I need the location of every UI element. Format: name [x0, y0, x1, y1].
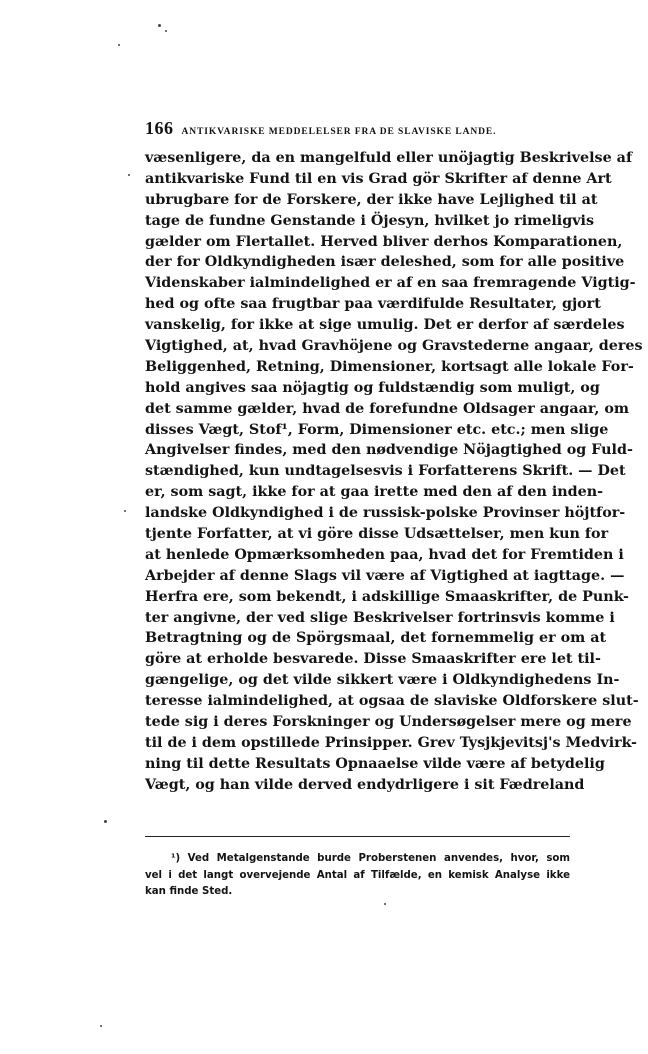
body-text — [145, 148, 643, 796]
body-line: göre at erholde besvarede. Disse Smaaskrifter ere let til- — [145, 651, 601, 668]
speck — [165, 30, 167, 32]
body-line: ubrugbare for de Forskere, der ikke have Lejlighed til at — [145, 191, 598, 208]
running-head: ANTIKVARISKE MEDDELELSER FRA DE SLAVISKE LANDE. — [181, 127, 497, 137]
body-line: Beliggenhed, Retning, Dimensioner, kortsagt alle lokale For- — [145, 358, 634, 375]
body-line: Angivelser findes, med den nødvendige Nöjagtighed og Fuld- — [145, 442, 633, 459]
footnote-line: vel i det langt overvejende Antal af Tilfælde, en kemisk Analyse ikke — [145, 869, 570, 881]
page-header — [145, 118, 570, 136]
body-line: gængelige, og det vilde sikkert være i Oldkyndighedens In- — [145, 672, 620, 689]
speck — [100, 1025, 102, 1027]
speck — [158, 24, 161, 27]
body-line: ning til dette Resultats Opnaaelse vilde være af betydelig — [145, 755, 605, 772]
body-line: vanskelig, for ikke at sige umulig. Det er derfor af særdeles — [145, 317, 625, 334]
speck — [128, 174, 130, 176]
body-line: til de i dem opstillede Prinsipper. Grev Tysjkjevitsj's Medvirk- — [145, 734, 637, 751]
speck — [124, 510, 126, 512]
body-line: landske Oldkyndighed i de russisk-polske Provinser höjtfor- — [145, 505, 626, 522]
body-line: Betragtning og de Spörgsmaal, det fornemmelig er om at — [145, 630, 607, 647]
body-line: Herfra ere, som bekendt, i adskillige Smaaskrifter, de Punk- — [145, 588, 629, 605]
body-line: det samme gælder, hvad de forefundne Oldsager angaar, om — [145, 400, 630, 417]
footnote-line: ¹) Ved Metalgenstande burde Proberstenen anvendes, hvor, som — [171, 853, 570, 864]
body-line: hold angives saa nöjagtig og fuldstændig som muligt, og — [145, 379, 600, 396]
body-line: tede sig i deres Forskninger og Undersøgelser mere og mere — [145, 714, 632, 731]
body-line: Vigtighed, at, hvad Gravhöjene og Gravstederne angaar, deres — [145, 338, 643, 355]
speck — [118, 44, 120, 46]
body-line: er, som sagt, ikke for at gaa irette med den af den inden- — [145, 484, 604, 501]
body-line: at henlede Opmærksomheden paa, hvad det for Fremtiden i — [145, 546, 624, 563]
body-line: disses Vægt, Stof¹, Form, Dimensioner etc. etc.; men slige — [145, 421, 609, 438]
speck — [104, 820, 107, 823]
body-line: gælder om Flertallet. Herved bliver derhos Komparationen, — [145, 233, 623, 250]
page-number: 166 — [145, 118, 174, 138]
footnote-rule — [145, 836, 570, 837]
body-line: hed og ofte saa frugtbar paa værdifulde Resultater, gjort — [145, 296, 601, 313]
footnote-line: kan finde Sted. — [145, 886, 233, 897]
body-line: Videnskaber ialmindelighed er af en saa fremragende Vigtig- — [145, 275, 636, 292]
body-line: ter angivne, der ved slige Beskrivelser fortrinsvis komme i — [145, 609, 615, 626]
body-line: stændighed, kun undtagelsesvis i Forfatterens Skrift. — Det — [145, 463, 626, 480]
speck — [384, 903, 386, 905]
body-line: Arbejder af denne Slags vil være af Vigtighed at iagttage. — — [145, 567, 625, 584]
footnote — [145, 851, 570, 901]
body-line: tage de fundne Genstande i Öjesyn, hvilket jo rimeligvis — [145, 212, 594, 229]
body-line: teresse ialmindelighed, at ogsaa de slaviske Oldforskere slut- — [145, 693, 639, 710]
body-line: væsenligere, da en mangelfuld eller unöjagtig Beskrivelse af — [145, 150, 633, 166]
body-line: der for Oldkyndigheden især deleshed, som for alle positive — [145, 254, 625, 271]
body-line: tjente Forfatter, at vi göre disse Udsættelser, men kun for — [145, 526, 609, 543]
body-line: antikvariske Fund til en vis Grad gör Skrifter af denne Art — [145, 170, 612, 187]
body-line: Vægt, og han vilde derved endydrligere i sit Fædreland — [145, 776, 585, 793]
